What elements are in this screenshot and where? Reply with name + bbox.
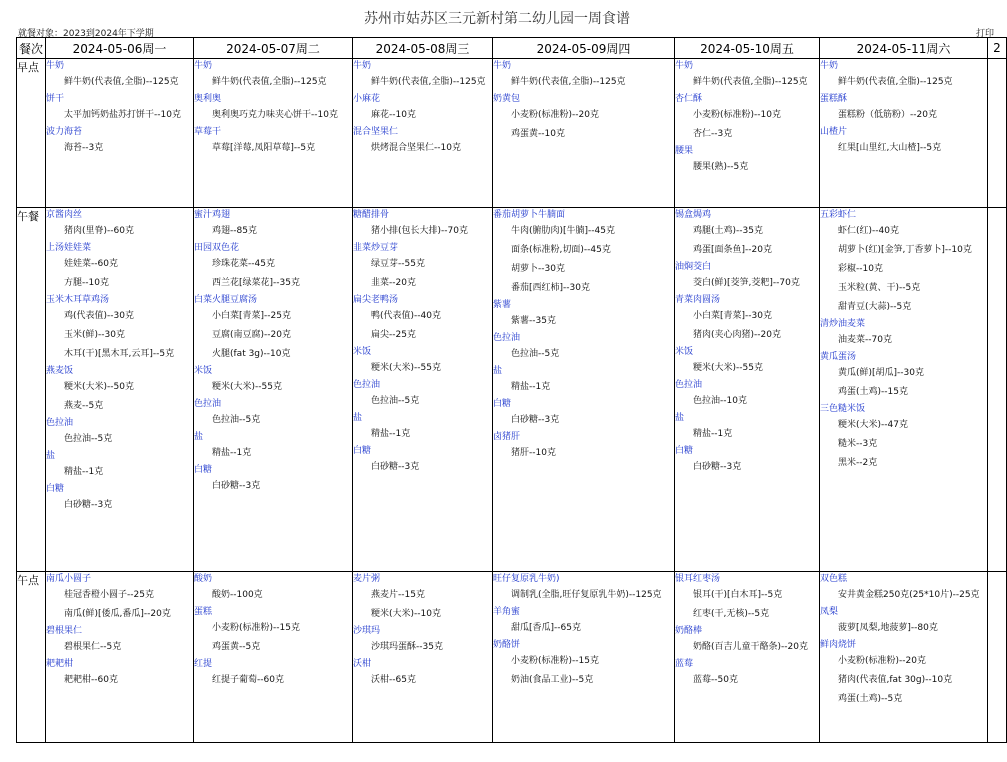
menu-cell: [46, 59, 194, 208]
menu-cell: [493, 208, 675, 572]
dish-name: 南瓜小圆子: [46, 574, 92, 584]
dish-name: 田园双色花: [194, 243, 240, 253]
dish-name: 小麻花: [353, 94, 381, 104]
ingredient: 腰果(熟)--5克: [693, 162, 749, 172]
dish-name: 盐: [194, 432, 204, 442]
ingredient: 麻花--10克: [371, 110, 416, 120]
ingredient: 耙耙柑--60克: [64, 675, 118, 685]
dish-name: 耙耙柑: [46, 659, 74, 669]
day-header: 2024-05-09周四: [493, 38, 675, 59]
menu-cell: [820, 572, 988, 743]
menu-cell: [194, 59, 353, 208]
ingredient: 番茄[西红柿]--30克: [511, 283, 590, 293]
diner-label: 就餐对象：2023到2024年下学期: [18, 29, 154, 39]
menu-cell: [353, 572, 493, 743]
ingredient: 鲜牛奶(代表值,全脂)--125克: [693, 77, 808, 87]
ingredient: 小麦粉(标准粉)--10克: [693, 110, 781, 120]
dish-name: 黄瓜蛋汤: [820, 352, 857, 362]
ingredient: 粳米(大米)--55克: [371, 363, 441, 373]
meal-label: 午餐: [17, 208, 46, 572]
ingredient: 玉米(鲜)--30克: [64, 330, 125, 340]
dish-name: 蛋糕酥: [820, 94, 848, 104]
ingredient: 南瓜(鲜)[倭瓜,番瓜]--20克: [64, 609, 171, 619]
ingredient: 蛋糕粉（低筋粉）--20克: [838, 110, 937, 120]
ingredient: 鸡翅--85克: [212, 226, 257, 236]
dish-name: 奶酪饼: [493, 640, 521, 650]
ingredient: 色拉油--5克: [371, 396, 420, 406]
ingredient: 鸡(代表值)--30克: [64, 311, 134, 321]
dish-name: 韭菜炒豆芽: [353, 243, 399, 253]
ingredient: 猪肉(代表值,fat 30g)--10克: [838, 675, 953, 685]
ingredient: 精盐--1克: [693, 429, 733, 439]
menu-cell: [353, 59, 493, 208]
dish-name: 米饭: [194, 366, 213, 376]
ingredient: 粳米(大米)--10克: [371, 609, 441, 619]
ingredient: 鸡蛋黄--10克: [511, 129, 565, 139]
ingredient: 玉米粒(黄、干)--5克: [838, 283, 921, 293]
ingredient: 茭白(鲜)[茭笋,茭粑]--70克: [693, 278, 800, 288]
dish-name: 白糖: [353, 446, 372, 456]
ingredient: 碧根果仁--5克: [64, 642, 122, 652]
ingredient: 方腿--10克: [64, 278, 109, 288]
dish-name: 波力海苔: [46, 127, 83, 137]
dish-name: 色拉油: [353, 380, 381, 390]
day-header: 2024-05-06周一: [46, 38, 194, 59]
dish-name: 银耳红枣汤: [675, 574, 721, 584]
dish-name: 旺仔复原乳牛奶): [493, 574, 560, 584]
dish-name: 番茄胡萝卜牛腩面: [493, 210, 566, 220]
dish-name: 沃柑: [353, 659, 372, 669]
ingredient: 色拉油--5克: [212, 415, 261, 425]
weekly-menu-table: [16, 37, 1007, 743]
dish-name: 白糖: [194, 465, 213, 475]
dish-name: 上汤娃娃菜: [46, 243, 92, 253]
ingredient: 珍珠花菜--45克: [212, 259, 275, 269]
dish-name: 凤梨: [820, 607, 839, 617]
ingredient: 黑米--2克: [838, 458, 878, 468]
dish-name: 蜜汁鸡翅: [194, 210, 231, 220]
ingredient: 精盐--1克: [212, 448, 252, 458]
dish-name: 杏仁酥: [675, 94, 703, 104]
menu-cell: [675, 208, 820, 572]
ingredient: 色拉油--5克: [511, 349, 560, 359]
ingredient: 虾仁(红)--40克: [838, 226, 899, 236]
ingredient: 猪肉(夹心肉猪)--20克: [693, 330, 781, 340]
ingredient: 油麦菜--70克: [838, 335, 892, 345]
ingredient: 糙米--3克: [838, 439, 878, 449]
dish-name: 山楂片: [820, 127, 848, 137]
dish-name: 盐: [353, 413, 363, 423]
ingredient: 猪肉(里脊)--60克: [64, 226, 134, 236]
ingredient: 鸡蛋(土鸡)--5克: [838, 694, 903, 704]
ingredient: 菠萝[凤梨,地菠萝]--80克: [838, 623, 938, 633]
ingredient: 鲜牛奶(代表值,全脂)--125克: [371, 77, 486, 87]
dish-name: 牛奶: [353, 61, 372, 71]
print-link[interactable]: 打印: [975, 29, 994, 39]
ingredient: 红提子葡萄--60克: [212, 675, 284, 685]
ingredient: 海苔--3克: [64, 143, 104, 153]
dish-name: 碧根果仁: [46, 626, 83, 636]
ingredient: 鲜牛奶(代表值,全脂)--125克: [511, 77, 626, 87]
ingredient: 小麦粉(标准粉)--15克: [511, 656, 599, 666]
ingredient: 绿豆芽--55克: [371, 259, 425, 269]
dish-name: 饼干: [46, 94, 65, 104]
dish-name: 米饭: [353, 347, 372, 357]
dish-name: 白糖: [675, 446, 694, 456]
menu-cell: [988, 572, 1007, 743]
menu-cell: [675, 59, 820, 208]
ingredient: 鸡腿(土鸡)--35克: [693, 226, 763, 236]
corner-header: 餐次: [17, 38, 46, 59]
dish-name: 奶黄包: [493, 94, 521, 104]
dish-name: 色拉油: [194, 399, 222, 409]
ingredient: 白砂糖--3克: [511, 415, 560, 425]
menu-cell: [493, 572, 675, 743]
ingredient: 银耳(干)[白木耳]--5克: [693, 590, 783, 600]
ingredient: 草莓[洋莓,凤阳草莓]--5克: [212, 143, 316, 153]
dish-name: 玉米木耳草鸡汤: [46, 295, 110, 305]
ingredient: 彩椒--10克: [838, 264, 883, 274]
ingredient: 扁尖--25克: [371, 330, 416, 340]
dish-name: 青菜肉圆汤: [675, 295, 721, 305]
ingredient: 牛肉(腑肋肉)[牛腩]--45克: [511, 226, 615, 236]
ingredient: 沙琪玛蛋酥--35克: [371, 642, 443, 652]
day-header: 2024-05-10周五: [675, 38, 820, 59]
dish-name: 沙琪玛: [353, 626, 381, 636]
dish-name: 盐: [493, 366, 503, 376]
dish-name: 白菜火腿豆腐汤: [194, 295, 258, 305]
ingredient: 烘烤混合坚果仁--10克: [371, 143, 461, 153]
dish-name: 糖醋排骨: [353, 210, 390, 220]
ingredient: 鲜牛奶(代表值,全脂)--125克: [838, 77, 953, 87]
ingredient: 色拉油--10克: [693, 396, 747, 406]
ingredient: 猪肝--10克: [511, 448, 556, 458]
dish-name: 锡盒焗鸡: [675, 210, 712, 220]
ingredient: 奶酪(百吉儿童干酪条)--20克: [693, 642, 808, 652]
ingredient: 火腿(fat 3g)--10克: [212, 349, 291, 359]
dish-name: 扁尖老鸭汤: [353, 295, 399, 305]
ingredient: 精盐--1克: [511, 382, 551, 392]
ingredient: 白砂糖--3克: [64, 500, 113, 510]
ingredient: 韭菜--20克: [371, 278, 416, 288]
dish-name: 色拉油: [493, 333, 521, 343]
dish-name: 燕麦饭: [46, 366, 74, 376]
ingredient: 鲜牛奶(代表值,全脂)--125克: [64, 77, 179, 87]
ingredient: 太平加钙奶盐苏打饼干--10克: [64, 110, 181, 120]
ingredient: 木耳(干)[黑木耳,云耳]--5克: [64, 349, 175, 359]
ingredient: 黄瓜(鲜)[胡瓜]--30克: [838, 368, 924, 378]
menu-cell: [988, 208, 1007, 572]
ingredient: 红果[山里红,大山楂]--5克: [838, 143, 942, 153]
ingredient: 粳米(大米)--47克: [838, 420, 908, 430]
ingredient: 酸奶--100克: [212, 590, 263, 600]
dish-name: 奶酪棒: [675, 626, 703, 636]
meal-label: 早点: [17, 59, 46, 208]
dish-name: 牛奶: [493, 61, 512, 71]
dish-name: 白糖: [46, 484, 65, 494]
ingredient: 白砂糖--3克: [212, 481, 261, 491]
ingredient: 甜瓜[香瓜]--65克: [511, 623, 581, 633]
menu-cell: [820, 59, 988, 208]
ingredient: 胡萝卜--30克: [511, 264, 565, 274]
ingredient: 白砂糖--3克: [693, 462, 742, 472]
ingredient: 鸡蛋黄--5克: [212, 642, 261, 652]
dish-name: 白糖: [493, 399, 512, 409]
meal-row: [17, 59, 1007, 208]
dish-name: 京酱肉丝: [46, 210, 83, 220]
dish-name: 盐: [46, 451, 56, 461]
ingredient: 精盐--1克: [371, 429, 411, 439]
ingredient: 娃娃菜--60克: [64, 259, 118, 269]
ingredient: 奶油(食品工业)--5克: [511, 675, 594, 685]
dish-name: 色拉油: [675, 380, 703, 390]
menu-cell: [194, 572, 353, 743]
ingredient: 奥利奥巧克力味夹心饼干--10克: [212, 110, 338, 120]
ingredient: 小麦粉(标准粉)--15克: [212, 623, 300, 633]
dish-name: 酸奶: [194, 574, 213, 584]
ingredient: 粳米(大米)--50克: [64, 382, 134, 392]
page-title: 苏州市姑苏区三元新村第二幼儿园一周食谱: [364, 11, 630, 27]
ingredient: 小麦粉(标准粉)--20克: [838, 656, 926, 666]
dish-name: 双色糕: [820, 574, 848, 584]
menu-cell: [353, 208, 493, 572]
ingredient: 蓝莓--50克: [693, 675, 738, 685]
dish-name: 五彩虾仁: [820, 210, 857, 220]
dish-name: 牛奶: [820, 61, 839, 71]
ingredient: 沃柑--65克: [371, 675, 416, 685]
ingredient: 精盐--1克: [64, 467, 104, 477]
meal-row: [17, 208, 1007, 572]
dish-name: 奥利奥: [194, 94, 222, 104]
ingredient: 西兰花[绿菜花]--35克: [212, 278, 300, 288]
ingredient: 燕麦--5克: [64, 401, 104, 411]
ingredient: 桂冠香橙小圆子--25克: [64, 590, 154, 600]
ingredient: 鲜牛奶(代表值,全脂)--125克: [212, 77, 327, 87]
meal-label: 午点: [17, 572, 46, 743]
dish-name: 鲜肉烧饼: [820, 640, 857, 650]
menu-cell: [675, 572, 820, 743]
day-header: 2024-05-08周三: [353, 38, 493, 59]
dish-name: 麦片粥: [353, 574, 381, 584]
menu-cell: [820, 208, 988, 572]
dish-name: 蛋糕: [194, 607, 213, 617]
dish-name: 紫薯: [493, 300, 512, 310]
ingredient: 杏仁--3克: [693, 129, 733, 139]
ingredient: 面条(标准粉,切面)--45克: [511, 245, 611, 255]
dish-name: 米饭: [675, 347, 694, 357]
dish-name: 羊角蜜: [493, 607, 521, 617]
ingredient: 燕麦片--15克: [371, 590, 425, 600]
menu-cell: [988, 59, 1007, 208]
dish-name: 牛奶: [46, 61, 65, 71]
ingredient: 豆腐(南豆腐)--20克: [212, 330, 291, 340]
ingredient: 紫薯--35克: [511, 316, 556, 326]
dish-name: 油焖茭白: [675, 262, 712, 272]
ingredient: 甜青豆(大蒜)--5克: [838, 302, 912, 312]
header-row: [17, 38, 1007, 59]
dish-name: 三色糙米饭: [820, 404, 866, 414]
ingredient: 鸭(代表值)--40克: [371, 311, 441, 321]
dish-name: 混合坚果仁: [353, 127, 399, 137]
ingredient: 调制乳(全脂,旺仔复原乳牛奶)--125克: [511, 590, 662, 600]
dish-name: 牛奶: [675, 61, 694, 71]
dish-name: 牛奶: [194, 61, 213, 71]
ingredient: 小白菜[青菜]--25克: [212, 311, 291, 321]
ingredient: 鸡蛋[面条鱼]--20克: [693, 245, 772, 255]
menu-cell: [46, 208, 194, 572]
ingredient: 胡萝卜(红)[金笋,丁香萝卜]--10克: [838, 245, 972, 255]
day-header: 2: [988, 38, 1007, 59]
ingredient: 小麦粉(标准粉)--20克: [511, 110, 599, 120]
meal-row: [17, 572, 1007, 743]
ingredient: 粳米(大米)--55克: [693, 363, 763, 373]
day-header: 2024-05-11周六: [820, 38, 988, 59]
dish-name: 红提: [194, 659, 213, 669]
ingredient: 小白菜[青菜]--30克: [693, 311, 772, 321]
ingredient: 红枣(干,无核)--5克: [693, 609, 770, 619]
dish-name: 蓝莓: [675, 659, 694, 669]
dish-name: 草莓干: [194, 127, 222, 137]
day-header: 2024-05-07周二: [194, 38, 353, 59]
ingredient: 鸡蛋(土鸡)--15克: [838, 387, 908, 397]
menu-cell: [493, 59, 675, 208]
ingredient: 粳米(大米)--55克: [212, 382, 282, 392]
dish-name: 清炒油麦菜: [820, 319, 866, 329]
ingredient: 猪小排(包长大排)--70克: [371, 226, 468, 236]
dish-name: 色拉油: [46, 418, 74, 428]
ingredient: 安井黄金糕250克(25*10片)--25克: [838, 590, 980, 600]
ingredient: 白砂糖--3克: [371, 462, 420, 472]
dish-name: 腰果: [675, 146, 694, 156]
dish-name: 盐: [675, 413, 685, 423]
menu-cell: [194, 208, 353, 572]
ingredient: 色拉油--5克: [64, 434, 113, 444]
dish-name: 卤猪肝: [493, 432, 521, 442]
menu-cell: [46, 572, 194, 743]
